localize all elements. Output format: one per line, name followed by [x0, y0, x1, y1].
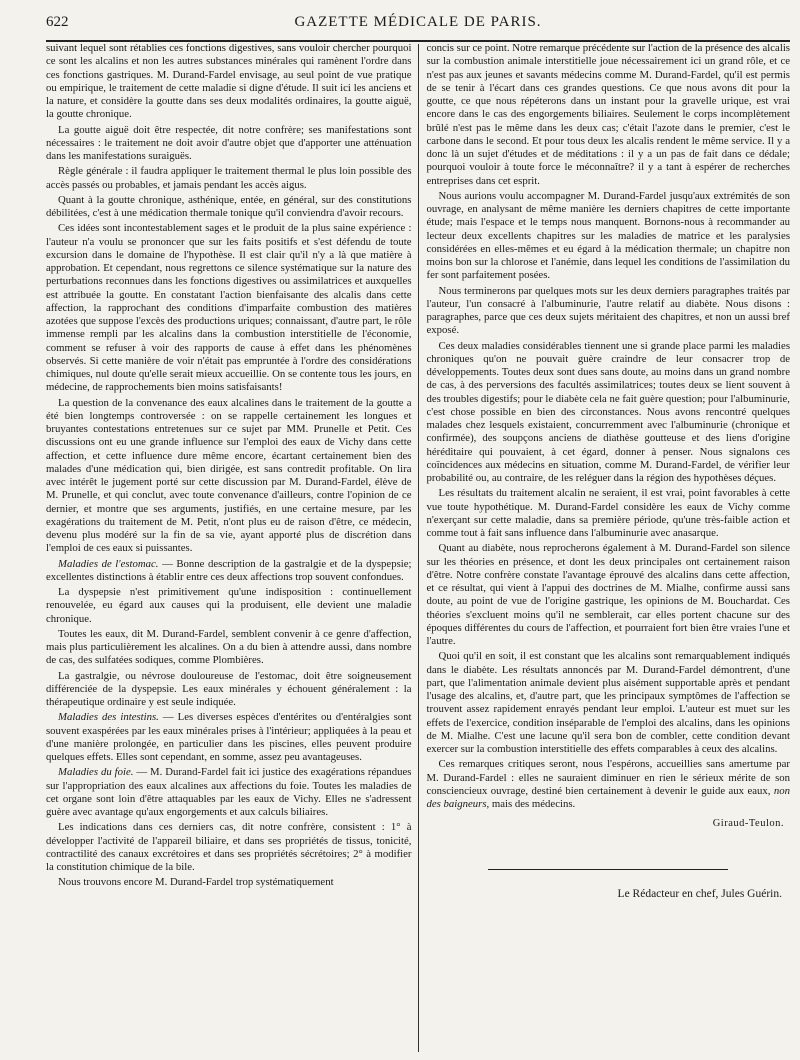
paragraph: Nous aurions voulu accompagner M. Durand-Fardel jusqu'aux extrémités de son ouvrage, en analysant de même manière les derniers chapitres de cette importante étude; mais l'espace et le temps nous manquent. Bornons-nous à recommander au lecteur deux excellents chapitres sur les maladies de matrice et les paralysies considérées en elles-mêmes et eu égard à la médication thermale; un chapitre non moins bon sur la chlorose et l'anémie, dans lequel les conditions de l'assimilation du fer sont parfaitement posées. [426, 189, 790, 282]
running-title: GAZETTE MÉDICALE DE PARIS. [294, 14, 542, 30]
paragraph: Ces deux maladies considérables tiennent une si grande place parmi les maladies chroniques qu'on ne pouvait guère craindre de leur consacrer trop de développements. Toutes deux sont dues sans doute, au moins dans un grand nombre de cas, à des perversions des facultés assimilatrices; toutes deux se lient souvent à des troubles digestifs; pour le diabète cela ne fait guère question; pour l'albuminurie, c'est chose possible en bien des circonstances. Nous avons rencontré quelques malades chez lesquels existaient, concurremment avec l'albuminurie (chronique et confirmée), des soupçons anciens de diathèse goutteuse et des liens d'origine héréditaire qui pouvaient, à cet égard, donner à penser. Nous signalons ces coïncidences aux médecins en situation, comme M. Durand-Fardel, de vérifier leur probabilité ou, au contraire, de les reléguer dans la région des hypothèses déçues. [426, 339, 790, 484]
closing-rule [488, 869, 728, 870]
paragraph: Quant à la goutte chronique, asthénique, entée, en général, sur des constitutions débilitées, c'est à une médication thermale tonique qu'il conviendra d'avoir recours. [46, 193, 412, 219]
section-title-intestins: Maladies des intestins. [58, 711, 159, 724]
author-signature: Giraud-Teulon. [712, 818, 784, 830]
paragraph [46, 711, 412, 764]
paragraph [46, 558, 412, 585]
paragraph: La dyspepsie n'est primitivement qu'une indisposition : continuellement renouvelée, eu égard aux causes qui la produisent, elle devient une maladie chronique. [46, 586, 412, 625]
paragraph: Nous terminerons par quelques mots sur les deux derniers paragraphes traités par l'auteur, l'un consacré à l'albuminurie, l'autre relatif au diabète. Nous disons : paragraphes, parce que ces deux sujets méritaient des chapitres, et non un aussi bref exposé. [426, 284, 790, 337]
paragraph [427, 758, 791, 811]
left-column [46, 42, 418, 1052]
paragraph: Règle générale : il faudra appliquer le traitement thermal le plus loin possible des accès passés ou probables, et jamais pendant les accès aigus. [46, 165, 412, 191]
paragraph-text: — Bonne description de la gastralgie et de la dyspepsie; excellentes distinctions à établir entre ces deux affections trop souvent confondues. [46, 557, 412, 583]
paragraph: Les indications dans ces derniers cas, dit notre confrère, consistent : 1° à développer l'activité de l'appareil biliaire, et dans ses propriétés de tissus, tonicité, contractilité des canaux excrétoires et dans ses propriétés sécrétoires; 2° à modifier la constitution chimique de la bile. [46, 821, 412, 873]
paragraph: La question de la convenance des eaux alcalines dans le traitement de la goutte a été bien longtemps controversée : on se rappelle certainement les longues et bruyantes contestations entretenues sur ce sujet par MM. Prunelle et Petit. Ces discussions ont eu une grande influence sur l'emploi des eaux de Vichy dans cette affection, et cette influence dure même encore, écartant certainement bien des malades d'une médication qui, bien dirigée, est sans contredit profitable. On lira avec intérêt le jugement porté sur cette discussion par M. Durand-Fardel, élève de M. Prunelle, et qui conclut, avec toute convenance d'ailleurs, contre l'opinion de ce dernier, et montre que ses arguments, justifiés, en une certaine mesure, par les exagérations du traitement de M. Petit, n'ont plus eu de raison d'être, ce médecin, devenu plus modéré sur la fin de sa vie, ayant apporté plus de discrétion dans l'emploi de ces eaux si puissantes. [46, 396, 412, 555]
paragraph: La goutte aiguë doit être respectée, dit notre confrère; ses manifestations sont nécessaires : le traitement ne doit avoir d'autre objet que d'apporter une atténuation dans les manifestations suraiguës. [46, 123, 412, 162]
paragraph: suivant lequel sont rétablies ces fonctions digestives, sans vouloir chercher pourquoi ce sont les alcalins et non les autres substances minérales qui ramènent l'ordre dans ces fonctions gastriques. M. Durand-Fardel envisage, au seul point de vue pratique ou empirique, le traitement de cette maladie si digne d'étude. Il suit ici les anciens et la nature, et considère la goutte dans ses deux modalités ordinaires, la goutte aiguë, la goutte chronique. [46, 42, 412, 121]
paragraph: Les résultats du traitement alcalin ne seraient, il est vrai, point favorables à cette vue toute hypothétique. M. Durand-Fardel considère les eaux de Vichy comme n'exerçant sur cette maladie, dans sa première période, qu'une très-faible action et comme tout à fait sans influence dans l'albuminurie avec anasarque. [426, 487, 790, 539]
paragraph: La gastralgie, ou névrose douloureuse de l'estomac, doit être soigneusement différenciée de la dyspepsie. Les eaux minérales y échouent généralement : la thérapeutique ordinaire y est seule indiquée. [46, 669, 412, 708]
page-number: 622 [46, 14, 69, 30]
section-title-foie: Maladies du foie. [58, 766, 134, 779]
paragraph [46, 766, 412, 819]
emphasis-text: non des baigneurs [426, 784, 790, 810]
paragraph-text: — M. Durand-Fardel fait ici justice des exagérations répandues sur l'appropriation des eaux alcalines aux affections du foie. Toutes les maladies de cet organe sont loin d'être attaquables par les eaux de Vichy. Elles ne s'adressent guère avec avantage qu'aux engorgements et aux calculs biliaires. [46, 766, 412, 818]
paragraph-text: — Les diverses espèces d'entérites ou d'entéralgies sont souvent exaspérées par les eaux minérales prises à l'intérieur; appliquées à la peau et d'une manière prolongée, en particulier dans les piscines, elles peuvent produire quelques effets. Elles sont cependant, en somme, assez peu avantageuses. [46, 711, 412, 763]
text-columns [46, 42, 790, 1052]
section-title-estomac: Maladies de l'estomac. [58, 557, 159, 570]
paragraph: concis sur ce point. Notre remarque précédente sur l'action de la présence des alcalis sur la combustion animale interstitielle joue nécessairement ici un grand rôle, et ce n'est pas aux jeunes et savants médecins comme M. Durand-Fardel, qu'il est permis de se tenir à l'écart dans ces grandes questions. Ce que nous avons dit pour la goutte, ce que nous répéterons dans un instant pour la gravelle urique, est vrai encore dans le cas des engorgements biliaires. Seulement le corps incomplètement brûlé n'est pas le même dans les deux cas; c'était l'azote dans le premier, c'est le carbone dans le second. Et pour tous deux les alcalis rendent le même service. Il y a donc là un sujet d'études et de méditations : il y a un pas de fait dans ce dédale; pourquoi vouloir à toute force le méconnaître? il y a tant à espérer de recherches entreprises dans cet esprit. [426, 42, 790, 187]
paragraph-text: , mais des médecins. [486, 798, 576, 810]
paragraph-text: Ces remarques critiques seront, nous l'espérons, accueillies sans amertume par M. Durand-Fardel : elles ne sauraient diminuer en rien le sérieux mérite de son consciencieux ouvrage, destiné bien certainement à devenir le guide aux eaux, [426, 758, 790, 797]
editor-in-chief-line: Le Rédacteur en chef, Jules Guérin. [617, 887, 782, 900]
paragraph: Quant au diabète, nous reprocherons également à M. Durand-Fardel son silence sur les théories en présence, et dont les deux principales ont certainement raison d'être. Notre confrère constate l'avantage éprouvé des alcalins dans cette affection, et ce résultat, qui vient à l'appui des doctrines de M. Mialhe, confirme aussi sans doute, au point de vue de l'origine gastrique, les opinions de M. Bouchardat. Ces théories s'excluent moins qu'il ne semblerait, car elles portent chacune sur des époques différentes du cours de l'affection, et pourraient fort bien être vraies l'une et l'autre. [426, 542, 790, 647]
paragraph: Ces idées sont incontestablement sages et le produit de la plus saine expérience : l'auteur n'a voulu se prononcer que sur les faits positifs et s'est défendu de toute excursion dans le domaine de l'hypothèse. Il est clair qu'il n'y a là que matière à approbation. Et cependant, nous regrettons ce silence systématique sur la nature des perturbations reconnues dans les fonctions digestives ou assimilatrices et auxquelles est attribuée la goutte. En constatant l'action bienfaisante des alcalis dans cette affection, la rapprochant des conditions d'imparfaite combustion des matières azotées que suppose l'excès des productions uriques; connaissant, d'autre part, le rôle immense rempli par les alcalins dans la combustion interstitielle de l'économie, comment se refuser à voir des rapports de cause à effet dans les phénomènes observés. Si cette manière de voir n'était pas empruntée à l'ordre des considérations chimiques, nul doute qu'elle serait mieux accueillie. On se contente tous les jours, en médecine, de rapprochements bien moins satisfaisants! [46, 222, 412, 394]
page-header [46, 14, 790, 36]
paragraph: Quoi qu'il en soit, il est constant que les alcalins sont remarquablement indiqués dans le diabète. Les résultats annoncés par M. Durand-Fardel démontrent, d'une part, que l'alimentation animale devient plus aisément supportable après et pendant l'usage des alcalins, et, d'autre part, que les principaux symptômes de l'affection se trouvent assez rapidement enrayés pendant leur emploi. L'auteur est muet sur les effets de l'exercice, condition inséparable de l'emploi des alcalins, dans les opinions de M. Mialhe. C'est une lacune qu'il sera bon de combler, cette condition devant exercer sur la combustion interstitielle des effets comparables à ceux des alcalins. [426, 650, 790, 755]
right-column [419, 42, 791, 1052]
paragraph: Toutes les eaux, dit M. Durand-Fardel, semblent convenir à ce genre d'affection, mais plus particulièrement les alcalines. On a du bien à attendre aussi, dans nombre de cas, des sulfatées sodiques, comme Plombières. [46, 627, 412, 667]
paragraph: Nous trouvons encore M. Durand-Fardel trop systématiquement [58, 876, 334, 889]
